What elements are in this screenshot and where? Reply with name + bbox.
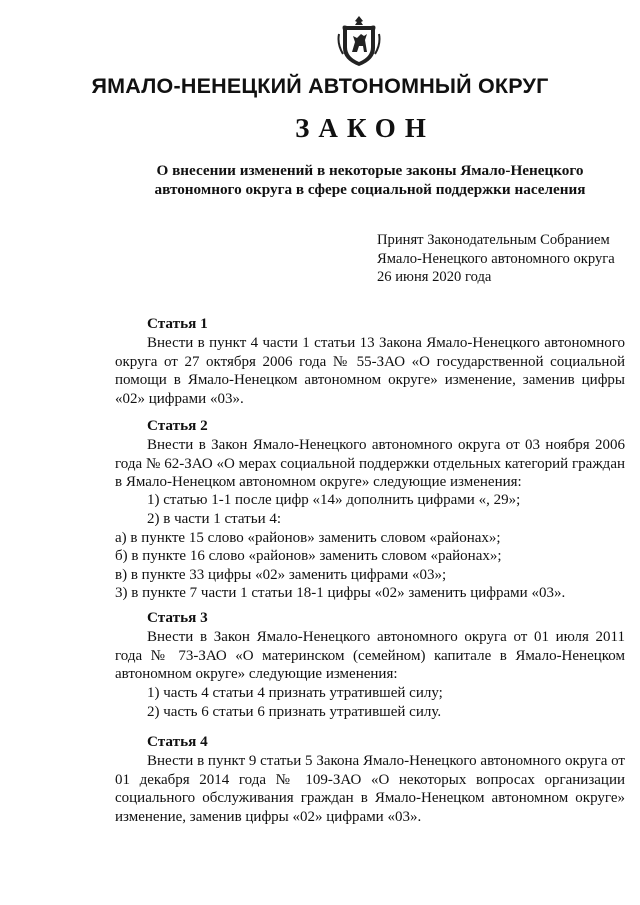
article-2-heading: Статья 2 (147, 417, 208, 434)
article-1-heading: Статья 1 (147, 315, 208, 332)
article-2-item: 1) статью 1-1 после цифр «14» дополнить цифрами «, 29»; (147, 492, 521, 508)
yamal-coat-of-arms-icon (337, 14, 381, 68)
article-2-item: 3) в пункте 7 части 1 статьи 18-1 цифры «02» заменить цифрами «03». (115, 585, 566, 601)
article-2-text: Внести в Закон Ямало-Ненецкого автономного округа от 03 ноября 2006 года № 62-ЗАО «О мерах социальной поддержки отдельных категорий граждан в Ямало-Ненецком автономном округе» следующие изменения: (115, 437, 625, 491)
article-2-item: 2) в части 1 статьи 4: (147, 511, 282, 527)
article-3-text: Внести в Закон Ямало-Ненецкого автономного округа от 01 июля 2011 года № 73-ЗАО «О материнском (семейном) капитале в Ямало-Ненецком автономном округе» следующие изменения: (115, 629, 625, 683)
law-title-line: автономного округа в сфере социальной поддержки населения (154, 181, 586, 198)
adoption-note (377, 231, 637, 287)
document-type: ЗАКОН (295, 113, 435, 143)
article-3-item: 1) часть 4 статьи 4 признать утратившей силу; (147, 685, 443, 701)
article-4-heading: Статья 4 (147, 733, 208, 750)
law-title (140, 161, 600, 199)
article-2-item: в) в пункте 33 цифры «02» заменить цифрами «03»; (115, 567, 447, 583)
article-4-text: Внести в пункт 9 статьи 5 Закона Ямало-Ненецкого автономного округа от 01 декабря 2014 года № 109-ЗАО «О некоторых вопросах организации социального обслуживания граждан в Ямало-Ненецком автономном округе» изменение, заменив цифры «02» цифрами «03». (115, 753, 625, 825)
article-2-item: а) в пункте 15 слово «районов» заменить словом «районах»; (115, 530, 501, 546)
adoption-line: Принят Законодательным Собранием (377, 232, 610, 248)
law-title-line: О внесении изменений в некоторые законы Ямало-Ненецкого (156, 162, 584, 179)
article-1-text: Внести в пункт 4 части 1 статьи 13 Закона Ямало-Ненецкого автономного округа от 27 октября 2006 года № 55-ЗАО «О государственной социальной помощи в Ямало-Ненецком автономном округе» изменение, заменив цифры «02» цифрами «03». (115, 335, 625, 407)
article-2-item: б) в пункте 16 слово «районов» заменить словом «районах»; (115, 548, 502, 564)
article-3-item: 2) часть 6 статьи 6 признать утратившей силу. (147, 704, 442, 720)
adoption-date: 26 июня 2020 года (377, 269, 492, 285)
article-3-heading: Статья 3 (147, 609, 208, 626)
region-name: ЯМАЛО-НЕНЕЦКИЙ АВТОНОМНЫЙ ОКРУГ (91, 74, 549, 98)
adoption-line: Ямало-Ненецкого автономного округа (377, 250, 615, 267)
